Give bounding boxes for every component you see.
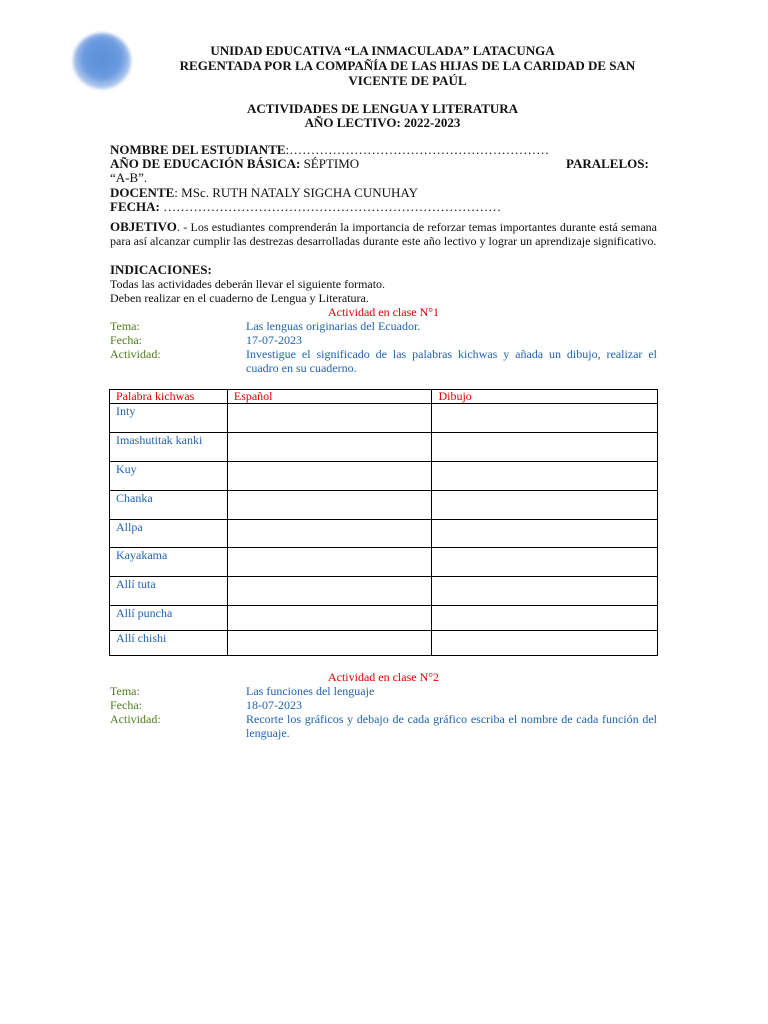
table-row <box>110 520 658 548</box>
school-subtitle-cont: VICENTE DE PAÚL <box>348 73 467 88</box>
dibujo-cell <box>432 462 658 491</box>
dibujo-cell <box>432 577 658 606</box>
activity1-actividad-value: Investigue el significado de las palabras kichwas y añada un dibujo, realizar el cuadro en su cuaderno. <box>246 347 657 375</box>
grade-line <box>110 156 359 171</box>
kichwa-word: Allí tuta <box>110 577 228 606</box>
objective-paragraph <box>110 220 657 248</box>
activity1-tema-value: Las lenguas originarias del Ecuador. <box>246 319 421 333</box>
header-palabra-kichwas: Palabra kichwas <box>110 390 228 404</box>
table-row <box>110 491 658 520</box>
dibujo-cell <box>432 548 658 577</box>
kichwa-word: Allí chishi <box>110 631 228 656</box>
header-dibujo: Dibujo <box>432 390 658 404</box>
kichwa-word: Imashutitak kanki <box>110 433 228 462</box>
table-row <box>110 606 658 631</box>
espanol-cell <box>227 404 432 433</box>
kichwa-word: Kuy <box>110 462 228 491</box>
objective-label: OBJETIVO <box>110 219 177 234</box>
table-row <box>110 548 658 577</box>
objective-text: . - Los estudiantes comprenderán la importancia de reforzar temas importantes durante está semana para así alcanzar cumplir las destrezas desarrolladas durante este año lectivo y lograr un aprendizaje significativo. <box>110 220 657 248</box>
activity1-actividad-label: Actividad: <box>110 347 161 361</box>
activity1-fecha-value: 17-07-2023 <box>246 333 302 347</box>
school-name: UNIDAD EDUCATIVA “LA INMACULADA” LATACUNGA <box>210 43 555 58</box>
dibujo-cell <box>432 491 658 520</box>
espanol-cell <box>227 548 432 577</box>
espanol-cell <box>227 491 432 520</box>
activity1-heading: Actividad en clase N°1 <box>327 305 440 319</box>
activity2-fecha-label: Fecha: <box>110 698 142 712</box>
parallel-value: “A-B”. <box>110 170 148 185</box>
kichwa-words-table <box>109 389 658 656</box>
dibujo-cell <box>432 606 658 631</box>
dibujo-cell <box>432 404 658 433</box>
dibujo-cell <box>432 433 658 462</box>
activity2-actividad-value: Recorte los gráficos y debajo de cada gráfico escriba el nombre de cada función del lenguaje. <box>246 712 657 740</box>
kichwa-word: Chanka <box>110 491 228 520</box>
grade-value: SÉPTIMO <box>300 156 360 171</box>
document-title: ACTIVIDADES DE LENGUA Y LITERATURA <box>246 101 519 116</box>
table-row <box>110 433 658 462</box>
kichwa-word: Allí puncha <box>110 606 228 631</box>
date-label: FECHA: <box>110 199 160 214</box>
student-name-blank: :…………………………………………………… <box>285 142 550 157</box>
table-row <box>110 631 658 656</box>
espanol-cell <box>227 631 432 656</box>
espanol-cell <box>227 520 432 548</box>
grade-label: AÑO DE EDUCACIÓN BÁSICA: <box>110 156 301 171</box>
espanol-cell <box>227 577 432 606</box>
table-row <box>110 404 658 433</box>
parallel-label: PARALELOS: <box>566 156 649 171</box>
kichwa-word: Inty <box>110 404 228 433</box>
activity1-fecha-label: Fecha: <box>110 333 142 347</box>
indications-label: INDICACIONES: <box>110 262 212 277</box>
table-row <box>110 577 658 606</box>
activity2-fecha-value: 18-07-2023 <box>246 698 302 712</box>
indications-line-2: Deben realizar en el cuaderno de Lengua y Literatura. <box>110 291 369 305</box>
kichwa-word: Allpa <box>110 520 228 548</box>
date-blank: …………………………………………………………………… <box>159 199 502 214</box>
student-name-label: NOMBRE DEL ESTUDIANTE <box>110 142 286 157</box>
header-espanol: Español <box>227 390 432 404</box>
date-line <box>110 199 501 214</box>
school-year: AÑO LECTIVO: 2022-2023 <box>304 115 461 130</box>
school-logo <box>73 33 131 89</box>
teacher-line <box>110 185 418 200</box>
school-subtitle: REGENTADA POR LA COMPAÑÍA DE LAS HIJAS DE LA CARIDAD DE SAN <box>179 58 636 73</box>
dibujo-cell <box>432 520 658 548</box>
espanol-cell <box>227 433 432 462</box>
espanol-cell <box>227 606 432 631</box>
activity2-actividad-label: Actividad: <box>110 712 161 726</box>
teacher-label: DOCENTE <box>110 185 175 200</box>
activity1-tema-label: Tema: <box>110 319 140 333</box>
table-header-row <box>110 390 658 404</box>
activity2-tema-value: Las funciones del lenguaje <box>246 684 375 698</box>
espanol-cell <box>227 462 432 491</box>
teacher-value: : MSc. RUTH NATALY SIGCHA CUNUHAY <box>174 185 419 200</box>
student-name-line <box>110 142 549 157</box>
activity2-heading: Actividad en clase N°2 <box>327 670 440 684</box>
kichwa-word: Kayakama <box>110 548 228 577</box>
table-row <box>110 462 658 491</box>
indications-line-1: Todas las actividades deberán llevar el siguiente formato. <box>110 277 386 291</box>
dibujo-cell <box>432 631 658 656</box>
activity2-tema-label: Tema: <box>110 684 140 698</box>
